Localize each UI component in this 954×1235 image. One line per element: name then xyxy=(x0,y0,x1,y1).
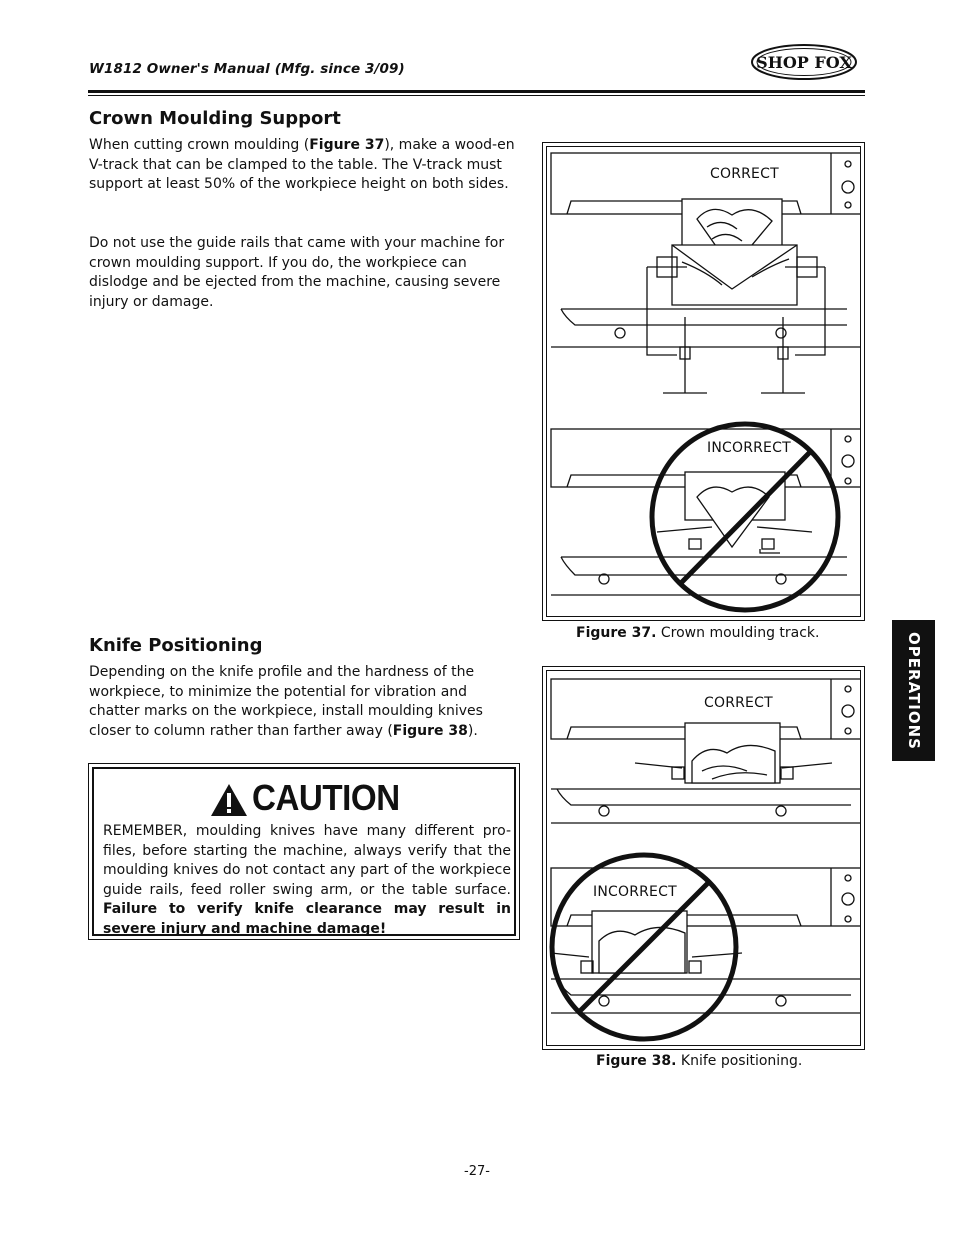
warning-triangle-icon xyxy=(210,783,248,817)
figure-37-incorrect-label: INCORRECT xyxy=(707,440,791,456)
figure-38-reference: Figure 38 xyxy=(392,722,468,739)
figure-37-reference: Figure 37 xyxy=(309,137,385,153)
figure-37-correct-label: CORRECT xyxy=(710,166,779,182)
manual-title: W1812 Owner's Manual (Mfg. since 3/09) xyxy=(89,61,405,77)
caution-warning-bold: Failure to verify knife clearance may result in severe injury and machine damage! xyxy=(103,901,511,937)
knife-positioning-heading: Knife Positioning xyxy=(89,635,263,656)
figure-38-caption: Figure 38. Knife positioning. xyxy=(596,1053,803,1069)
figure-37-caption: Figure 37. Crown moulding track. xyxy=(576,625,820,641)
crown-moulding-track-illustration xyxy=(547,147,861,617)
caution-title: CAUTION xyxy=(252,777,400,818)
crown-moulding-heading: Crown Moulding Support xyxy=(89,108,341,129)
caution-box xyxy=(88,763,520,940)
figure-38-correct-label: CORRECT xyxy=(704,695,773,711)
operations-side-tab: OPERATIONS xyxy=(892,620,935,761)
page-number: -27- xyxy=(464,1164,490,1179)
figure-38 xyxy=(542,666,865,1050)
crown-moulding-paragraph-1: When cutting crown moulding (Figure 37), make a wood-en V-track that can be clamped to the table. The V-track must support at least 50% of the workpiece height on both sides. xyxy=(89,137,515,192)
knife-positioning-paragraph: Depending on the knife profile and the hardness of the workpiece, to minimize the potential for vibration and chatter marks on the workpiece, install moulding knives closer to column rather than farther away (Figure 38). xyxy=(89,664,483,739)
knife-positioning-illustration xyxy=(547,671,861,1046)
header-rule-thin xyxy=(88,95,865,96)
header-rule xyxy=(88,90,865,93)
shop-fox-logo xyxy=(751,44,857,80)
figure-37 xyxy=(542,142,865,621)
figure-38-incorrect-label: INCORRECT xyxy=(593,884,677,900)
svg-text:SHOP FOX: SHOP FOX xyxy=(756,53,852,72)
caution-text: REMEMBER, moulding knives have many different pro-files, before starting the machine, always verify that the moulding knives do not contact any part of the workpiece guide rails, feed roller swing arm, or the table surface. Failure to verify knife clearance may result in severe injury and machine damage! xyxy=(103,823,511,937)
crown-moulding-paragraph-2: Do not use the guide rails that came with your machine for crown moulding support. If you do, the workpiece can dislodge and be ejected from the machine, causing severe injury or damage. xyxy=(89,235,505,310)
